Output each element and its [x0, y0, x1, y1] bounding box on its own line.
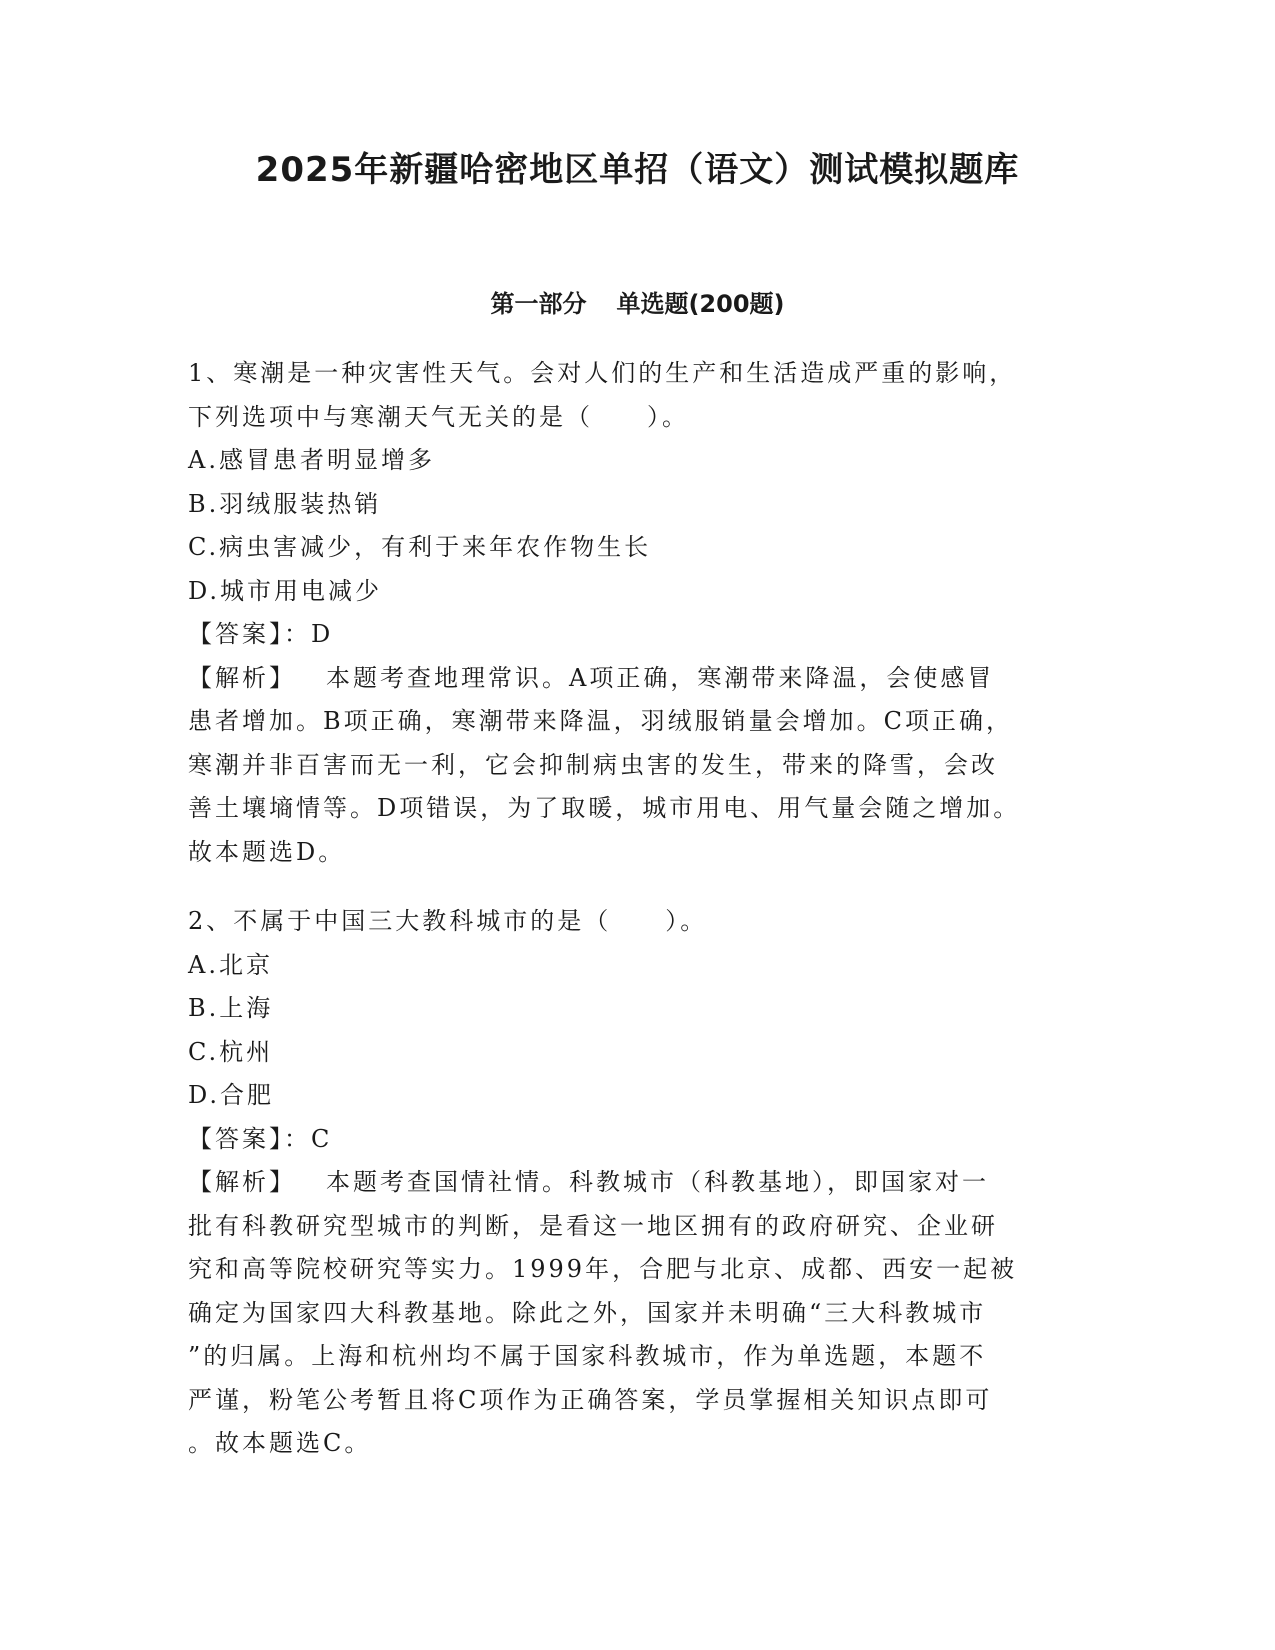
option-b: B.上海 — [188, 994, 274, 1022]
answer-value: D — [311, 620, 334, 648]
explanation — [188, 657, 1068, 875]
question-1 — [188, 352, 1068, 874]
explanation-text: 本题考查国情社情。科教城市（科教基地），即国家对一 — [326, 1168, 989, 1196]
explanation-line: 。故本题选C。 — [188, 1429, 372, 1457]
option-d: D.城市用电减少 — [188, 576, 383, 605]
question-stem: 下列选项中与寒潮天气无关的是（ ）。 — [188, 402, 689, 431]
option-d: D.合肥 — [188, 1081, 275, 1109]
explanation-line: 患者增加。B项正确，寒潮带来降温，羽绒服销量会增加。C项正确， — [188, 707, 1013, 735]
question-list — [188, 352, 1068, 1492]
explanation-line: 批有科教研究型城市的判断，是看这一地区拥有的政府研究、企业研 — [188, 1211, 998, 1240]
document-title: 2025年新疆哈密地区单招（语文）测试模拟题库 — [255, 150, 1020, 190]
option-b: B.羽绒服装热销 — [188, 489, 382, 518]
option-c: C.病虫害减少，有利于来年农作物生长 — [188, 533, 652, 561]
section-part: 第一部分 — [490, 290, 587, 318]
question-stem: 2、不属于中国三大教科城市的是（ ）。 — [188, 907, 708, 935]
explanation-line: ”的归属。上海和杭州均不属于国家科教城市，作为单选题，本题不 — [188, 1342, 987, 1370]
explanation-line — [188, 1161, 1068, 1205]
explanation-line: 确定为国家四大科教基地。除此之外，国家并未明确“三大科教城市 — [188, 1298, 987, 1327]
explanation-line: 究和高等院校研究等实力。1999年，合肥与北京、成都、西安一起被 — [188, 1255, 1018, 1283]
explanation-line — [188, 657, 1068, 701]
option-a: A.北京 — [188, 950, 273, 979]
section-title — [0, 288, 1275, 320]
explanation-line: 寒潮并非百害而无一利，它会抑制病虫害的发生，带来的降雪，会改 — [188, 750, 998, 779]
answer-line — [188, 613, 1068, 657]
option-c: C.杭州 — [188, 1037, 274, 1066]
option-a: A.感冒患者明显增多 — [188, 446, 435, 474]
explanation-label: 【解析】 — [188, 1168, 296, 1196]
explanation-line: 善土壤墒情等。D项错误，为了取暖，城市用电、用气量会随之增加。 — [188, 794, 1021, 822]
explanation-line: 严谨，粉笔公考暂且将C项作为正确答案，学员掌握相关知识点即可 — [188, 1385, 993, 1414]
explanation-label: 【解析】 — [188, 663, 296, 692]
explanation — [188, 1161, 1068, 1466]
explanation-text: 本题考查地理常识。A项正确，寒潮带来降温，会使感冒 — [326, 663, 995, 692]
answer-label: 【答案】： — [188, 620, 311, 648]
answer-line — [188, 1118, 1068, 1162]
answer-value: C — [311, 1124, 333, 1153]
question-stem: 1、寒潮是一种灾害性天气。会对人们的生产和生活造成严重的影响， — [188, 359, 1017, 387]
explanation-line: 故本题选D。 — [188, 837, 346, 866]
answer-label: 【答案】： — [188, 1124, 311, 1153]
section-name: 单选题(200题) — [616, 290, 785, 318]
question-2 — [188, 900, 1068, 1466]
